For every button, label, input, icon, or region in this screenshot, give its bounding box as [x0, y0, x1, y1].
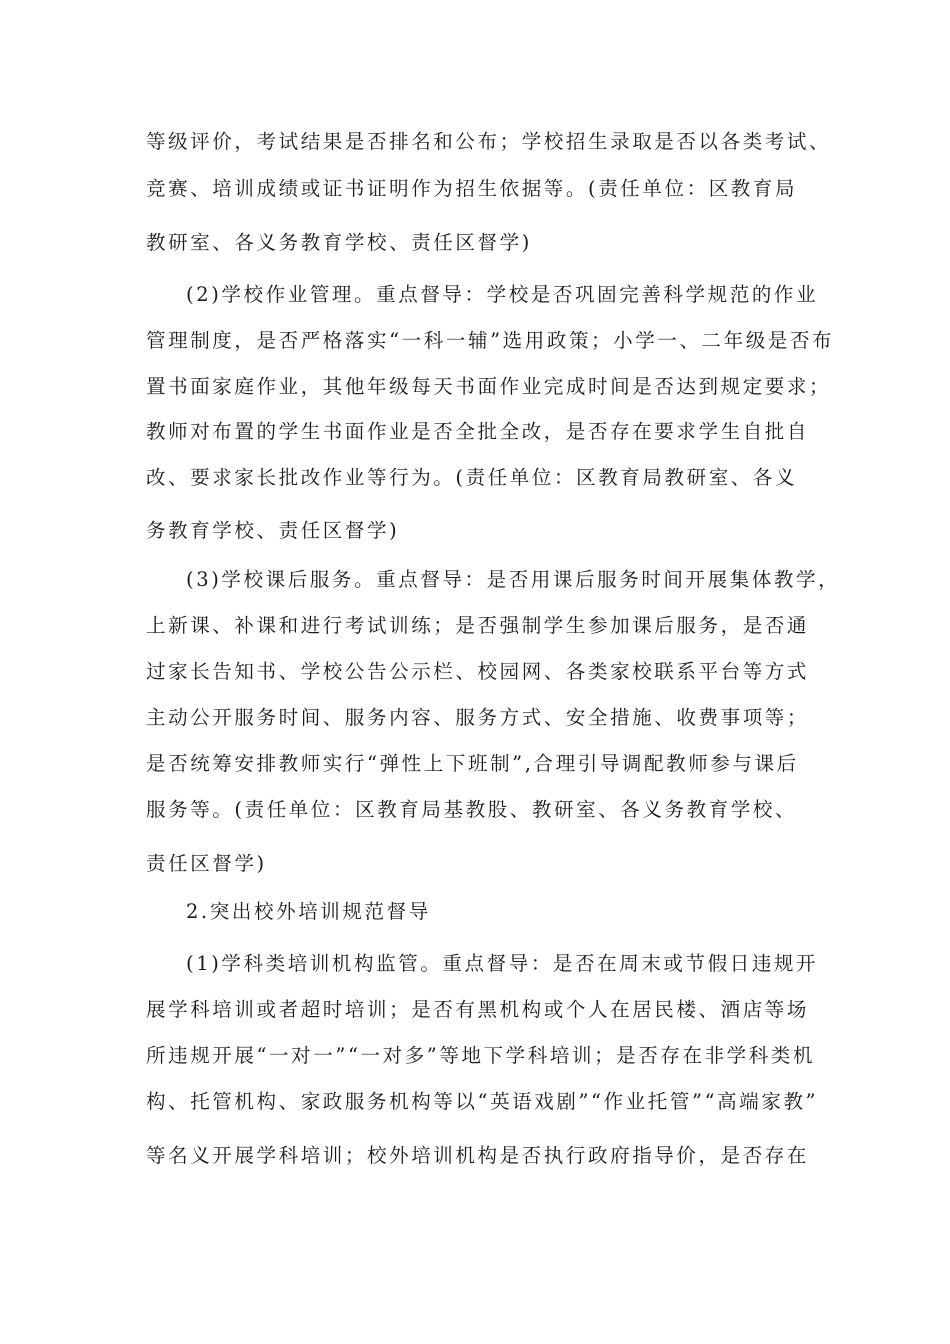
text-line: 过家长告知书、学校公告公示栏、校园网、各类家校联系平台等方式 [146, 660, 810, 683]
text-line: 是否统筹安排教师实行“弹性上下班制”,合理引导调配教师参与课后 [146, 752, 799, 775]
text-line: 置书面家庭作业，其他年级每天书面作业完成时间是否达到规定要求； [146, 375, 832, 398]
text-line: 上新课、补课和进行考试训练；是否强制学生参加课后服务，是否通 [146, 614, 810, 637]
paragraph-start-line: (3)学校课后服务。重点督导：是否用课后服务时间开展集体教学， [186, 568, 841, 591]
text-line: 教师对布置的学生书面作业是否全批全改，是否存在要求学生自批自 [146, 420, 810, 443]
text-line: 教研室、各义务教育学校、责任区督学) [146, 231, 532, 254]
text-line: 等级评价，考试结果是否排名和公布；学校招生录取是否以各类考试、 [146, 130, 832, 153]
text-line: 服务等。(责任单位：区教育局基教股、教研室、各义务教育学校、 [146, 798, 798, 821]
text-line: 管理制度，是否严格落实“一科一辅”选用政策；小学一、二年级是否布 [146, 329, 835, 352]
text-line: 责任区督学) [146, 852, 267, 875]
text-line: 所违规开展“一对一”“一对多”等地下学科培训；是否存在非学科类机 [146, 1044, 816, 1067]
paragraph-start-line: (1)学科类培训机构监管。重点督导：是否在周末或节假日违规开 [186, 952, 819, 975]
text-line: 主动公开服务时间、服务内容、服务方式、安全措施、收费事项等； [146, 706, 810, 729]
text-line: 竞赛、培训成绩或证书证明作为招生依据等。(责任单位：区教育局 [146, 177, 798, 200]
text-line: 展学科培训或者超时培训；是否有黑机构或个人在居民楼、酒店等场 [146, 998, 810, 1021]
text-line: 务教育学校、责任区督学) [146, 519, 400, 542]
section-heading: 2.突出校外培训规范督导 [186, 900, 431, 923]
text-line: 等名义开展学科培训；校外培训机构是否执行政府指导价，是否存在 [146, 1144, 810, 1167]
text-line: 构、托管机构、家政服务机构等以“英语戏剧”“作业托管”“高端家教” [146, 1090, 819, 1113]
paragraph-start-line: (2)学校作业管理。重点督导：学校是否巩固完善科学规范的作业 [186, 283, 819, 306]
text-line: 改、要求家长批改作业等行为。(责任单位：区教育局教研室、各义 [146, 466, 798, 489]
